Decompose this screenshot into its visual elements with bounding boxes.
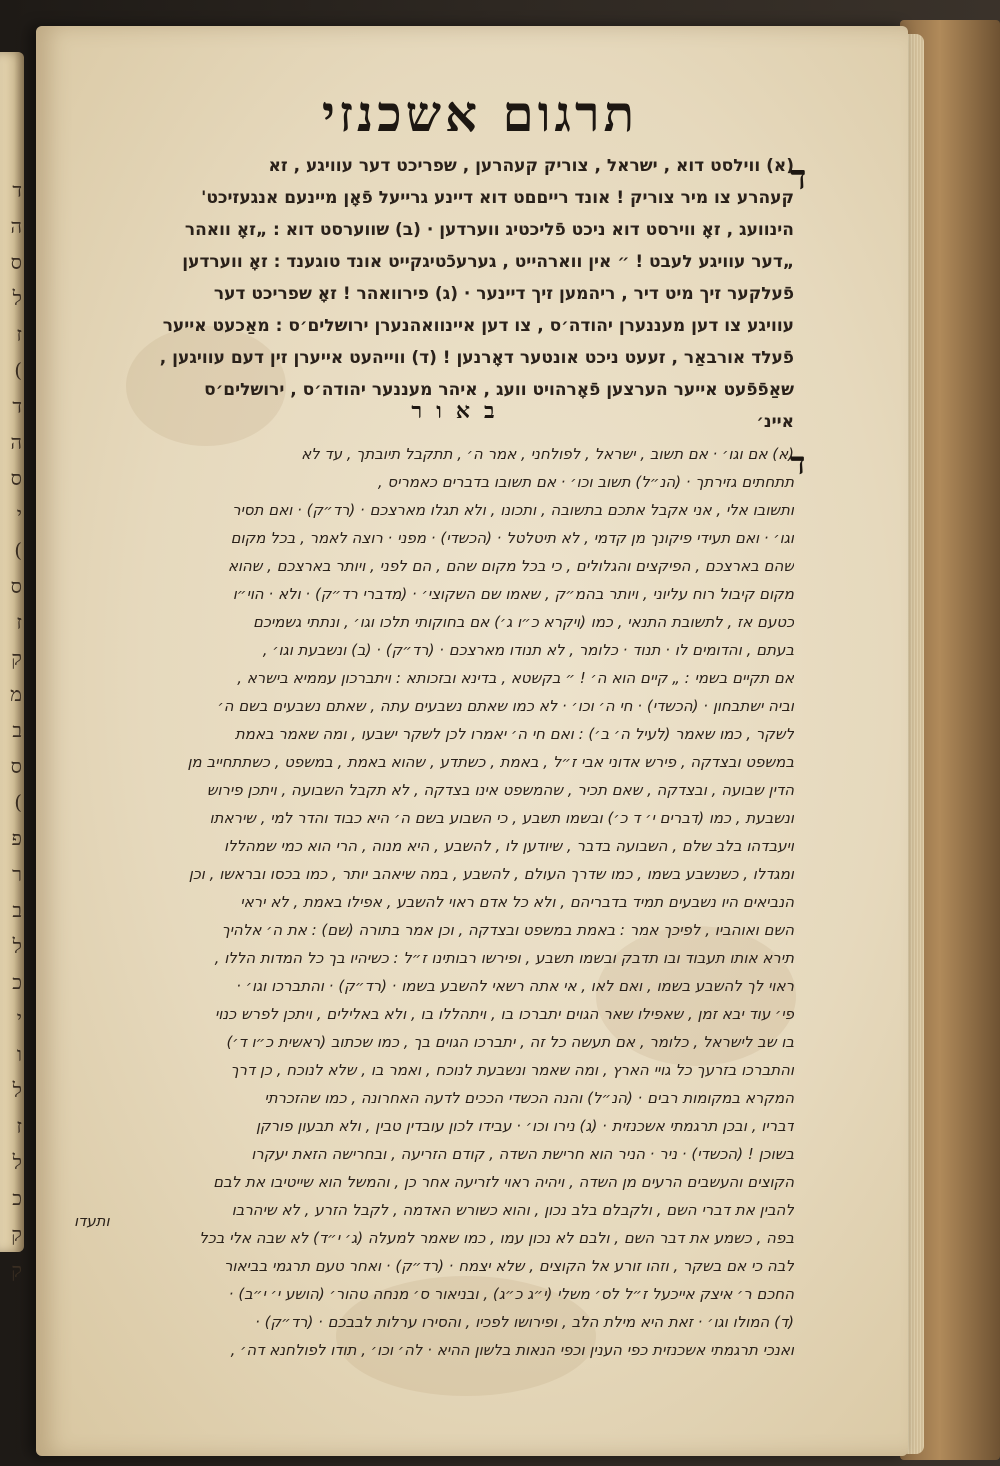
commentary-line: כטעם אז , לתשובת התנאי , כמו (ויקרא כ״ו ג׳) אם בחוקותי תלכו וגו׳ , ונתתי גשמיכם: [253, 613, 794, 631]
facing-page-fragment: ס: [10, 466, 22, 490]
facing-page-fragment: (: [14, 358, 22, 382]
facing-page-fragment: ס: [10, 250, 22, 274]
commentary-line: השם ואוהביו , לפיכך אמר : באמת במשפט ובצדקה , וכן אמר בתורה (שם) : את ה׳ אלהיך: [221, 921, 794, 939]
facing-page-fragment: מ: [10, 682, 22, 706]
facing-page-fragment: ה: [10, 214, 22, 238]
commentary-line: (ד) המולו וגו׳ · זאת היא מילת הלב , ופירושו לפכיו , והסירו ערלות לבבכם · (רד״ק) ·: [255, 1313, 794, 1331]
facing-page-fragment: ס: [10, 754, 22, 778]
text-line: (א) ווילסט דוא , ישראל , צוריק קעהרען , שפריכט דער עוויגע , זא: [268, 156, 794, 176]
facing-page-fragment: ר: [12, 862, 22, 886]
facing-page-fragment: פ: [11, 826, 22, 850]
text-line: פֿעלקער זיך מיט דיר , ריהמען זיך דיינער · (ג) פירוואהר ! זאָ שפריכט דער: [213, 284, 794, 304]
text-line: פֿעלד אורבאַר , זעעט ניכט אונטער דאָרנען ! (ד) ווייהעט אייערן זין דעם עוויגען ,: [159, 348, 794, 368]
facing-page-fragment: ק: [11, 646, 22, 670]
commentary-line: בו שב לישראל , כלומר , אם תעשה כל זה , יתברכו הגוים בך , כמו שכתוב (ראשית כ״ו ד׳): [226, 1033, 794, 1051]
text-line: שאַפֿפֿעט אייער הערצען פֿאָרהויט וועג , איהר מעננער יהודה׳ס , ירושלים׳ס: [204, 380, 794, 400]
facing-page-fragment: ק: [11, 1222, 22, 1246]
commentary-line: הדין שבועה , ובצדקה , שאם תכיר , שהמשפט אינו בצדקה , לא תקבל השבועה , ויתכן פירוש: [206, 781, 794, 799]
facing-page-fragment: ו: [16, 1042, 22, 1066]
facing-page-fragment: י: [16, 502, 22, 526]
facing-page-fragment: (: [14, 538, 22, 562]
commentary-line: ויעבדהו בלב שלם , השבועה בדבר , שיודען לו , להשבע , היא מנוה , הרי הוא כמי שמהללו: [224, 837, 794, 855]
facing-page-fragment: ק: [11, 1258, 22, 1282]
facing-page-fragment: ד: [12, 178, 22, 202]
facing-page-fragment: ז: [16, 610, 22, 634]
commentary-line: וביה ישתבחון · (הכשדי) · חי ה׳ וכו׳ · לא כמו שאתם נשבעים עתה , שאתם נשבעים בשם ה׳: [217, 697, 794, 715]
commentary-line: ואנכי תרגמתי אשכנזית כפי הענין וכפי הנאות בלשון ההיא · לה׳ וכו׳ , תודו לפולחנא דה׳ ,: [230, 1341, 794, 1359]
commentary-line: דבריו , ובכן תרגמתי אשכנזית · (ג) נירו וכו׳ · עבידו לכון עובדין טבין , ולא תבעון פורקן: [255, 1117, 794, 1135]
facing-page-fragment: ל: [12, 1078, 22, 1102]
catchword: ותעדו: [74, 1212, 110, 1230]
text-line: איינ׳: [756, 412, 794, 432]
commentary-line: להבין את דברי השם , ולקבלם בלב נכון , והוא כשורש האדמה , לקבל הזרע , לא שיהרבו: [231, 1201, 794, 1219]
commentary-line: בעתם , והדומים לו · תנוד · כלומר , לא תנודו מארצכם · (רד״ק) · (ב) ונשבעת וגו׳ ,: [262, 641, 794, 659]
commentary-line: והתברכו בזרעך כל גויי הארץ , ומה שאמר ונשבעת לנוכח , ואמר בו , שלא לנוכח , כן דרך: [230, 1061, 794, 1079]
page-title: תרגום אשכנזי: [321, 84, 639, 143]
commentary-line: לשקר , כמו שאמר (לעיל ה׳ ב׳) : ואם חי ה׳ יאמרו לכן לשקר ישבעו , ומה שאמר באמת: [234, 725, 794, 743]
facing-page-fragment: י: [16, 1006, 22, 1030]
section-heading: באור: [411, 398, 509, 424]
facing-page-fragment: כ: [12, 970, 22, 994]
facing-page-fragment: ל: [12, 1150, 22, 1174]
commentary-line: ונשבעת , כמו (דברים י׳ ד כ׳) ובשמו תשבע , כי השבוע בשם ה׳ היא כבוד והדר למי , שיראתו: [209, 809, 794, 827]
text-line: הינוועג , זאָ ווירסט דוא ניכט פֿליכטיג ווערדען · (ב) שווערסט דוא : „זאָ וואהר: [184, 220, 794, 240]
commentary-line: בשוכן ! (הכשדי) · ניר · הניר הוא חרישת השדה , קודם הזריעה , ובחרישה הזאת יעקרו: [251, 1145, 794, 1163]
commentary-line: ראוי לך להשבע בשמו , ואם לאו , אי אתה רשאי להשבע בשמו · (רד״ק) · והתברכו וגו׳ ·: [236, 977, 794, 995]
facing-page: [0, 52, 24, 1282]
commentary-line: אם תקיים בשמי : „ קיים הוא ה׳ ! ״ בקשטא , בדינא ובזכותא : ויתברכון עממיא בישרא ,: [237, 669, 794, 687]
main-dropcap: ד: [790, 158, 807, 198]
facing-page-fragment: ז: [16, 1114, 22, 1138]
commentary-line: לבה כי אם בשקר , וזהו זורע אל הקוצים , שלא יצמח · (רד״ק) · ואחר טעם תרגמי בביאור: [223, 1257, 794, 1275]
commentary-line: פי׳ עוד יבא זמן , שאפילו שאר הגוים יתברכו בו , ויתהללו בו , ולא באלילים , ויתכן לפרש כנוי: [214, 1005, 794, 1023]
commentary-dropcap: ד: [790, 444, 806, 482]
facing-page-fragment: ב: [12, 898, 22, 922]
facing-page-fragment: ל: [12, 286, 22, 310]
text-line: עוויגע צו דען מעננערן יהודה׳ס , צו דען איינוואהנערן ירושלים׳ס : מאַכעט אייער: [162, 316, 794, 336]
commentary-line: תירא אותו תעבוד ובו תדבק ובשמו תשבע , ופירשו רבותינו ז״ל : כשיהיו בך כל המדות הללו ,: [214, 949, 794, 967]
commentary-line: בפה , כשמע את דבר השם , ולבם לא נכון עמו , כמו שאמר למעלה (ג׳ י״ד) לא שבה אלי בכל: [199, 1229, 794, 1247]
text-line: „דער עוויגע לעבט ! ״ אין ווארהייט , גערעכֿטיגקייט אונד טוגענד : זאָ ווערדען: [182, 252, 794, 272]
commentary-line: ומגדלו , כשנשבע בשמו , כמו שדרך העולם , להשבע , במה שיאהב יותר , כמו בכסו ובראשו , וכן: [188, 865, 794, 883]
commentary-line: וגו׳ · ואם תעידי פיקונך מן קדמי , לא תיטלטל · (הכשדי) · מפני · רוצה לאמר , בכל מקום: [230, 529, 794, 547]
translation-text: [64, 150, 794, 438]
commentary-text: [64, 440, 794, 1364]
commentary-line: הנביאים היו נשבעים תמיד בדבריהם , ולא כל אדם ראוי להשבע , אפילו באמת , לא יראי: [240, 893, 794, 911]
commentary-line: המקרא במקומות רבים · (הנ״ל) והנה הכשדי הככים לדעה האחרונה , כמו שהזכרתי: [264, 1089, 794, 1107]
facing-page-fragment: ס: [10, 574, 22, 598]
commentary-line: תתחתים גזירתך · (הנ״ל) תשוב וכו׳ · אם תשובו בדברים כאמריס ,: [377, 473, 794, 491]
facing-page-fragment: כ: [12, 1186, 22, 1210]
facing-page-fragment: (: [14, 790, 22, 814]
facing-page-fragment: ד: [12, 394, 22, 418]
commentary-line: שהם בארצכם , הפיקצים והגלולים , כי בכל מקום שהם , הם לפני , ויותר בארצכם , שהוא: [227, 557, 794, 575]
commentary-line: ותשובו אלי , אני אקבל אתכם בתשובה , ותכונו , ולא תגלו מארצכם · (רד״ק) · ואם תסיר: [232, 501, 794, 519]
commentary-line: במשפט ובצדקה , פירש אדוני אבי ז״ל , באמת , כשתדע , שהוא באמת , במשפט , כשתתחייב מן: [187, 753, 794, 771]
commentary-line: מקום קיבול רוח עליוני , ויותר בהמ״ק , שאמו שם השקוצי׳ · (מדברי רד״ק) · ולא · הוי״ו: [232, 585, 794, 603]
commentary-line: החכם ר׳ איצק אייכעל ז״ל לס׳ משלי (י״ג כ״ג) , ובניאור ס׳ מנחה טהור׳ (הושע י׳ י״ב) ·: [228, 1285, 794, 1303]
facing-page-fragment: ל: [12, 934, 22, 958]
facing-page-fragment: ז: [16, 322, 22, 346]
commentary-line: הקוצים והעשבים הרעים מן השדה , ויהיה ראוי לזריעה אחר כן , והמשל הוא שייטיבו את לבם: [213, 1173, 794, 1191]
text-line: קעהרע צו מיר צוריק ! אונד רייםםט דוא דיינע גרייעל פֿאָן מיינעם אנגעזיכט': [201, 188, 794, 208]
facing-page-fragment: ב: [12, 718, 22, 742]
facing-page-fragment: ה: [10, 430, 22, 454]
commentary-line: (א) אם וגו׳ · אם תשוב , ישראל , לפולחני , אמר ה׳ , תתקבל תיובתך , עד לא: [301, 445, 794, 463]
